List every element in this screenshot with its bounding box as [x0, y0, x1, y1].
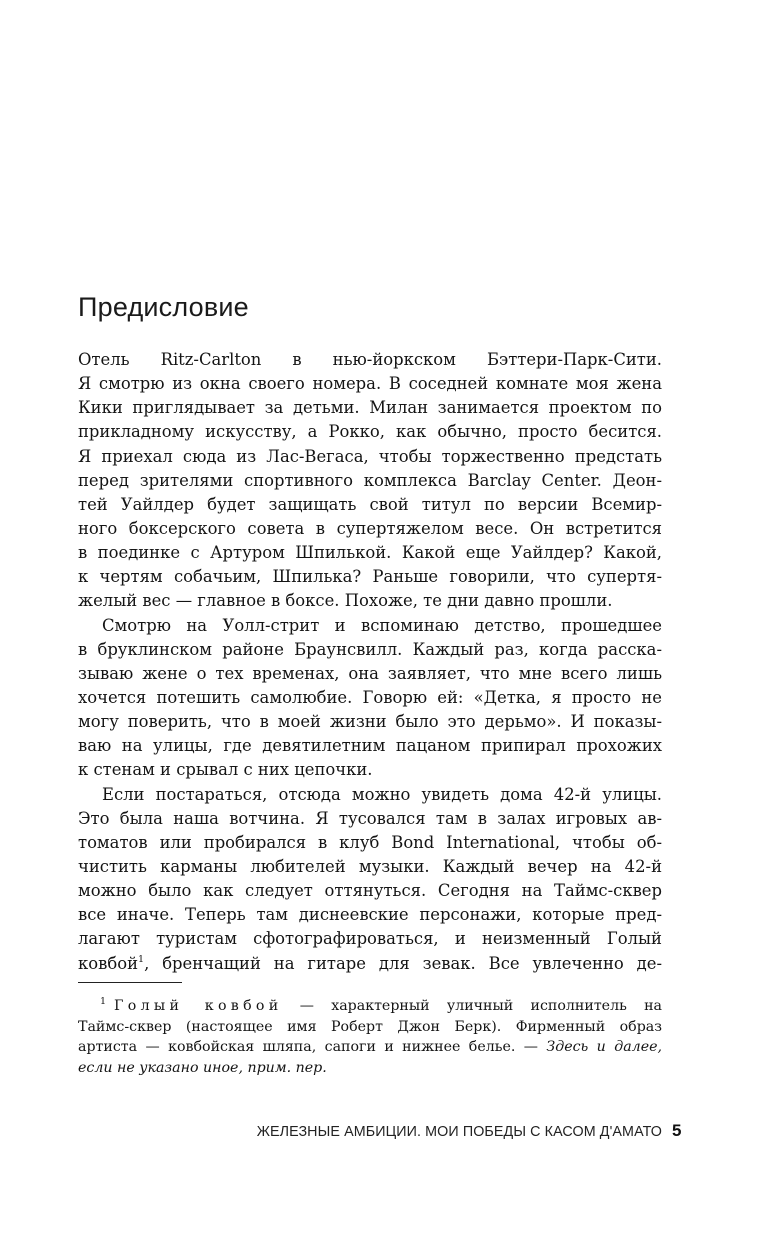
- text-line: ваю на улицы, где девятилетним пацаном припирал прохожих: [78, 736, 662, 756]
- text-line: чистить карманы любителей музыки. Каждый вечер на 42-й: [78, 856, 662, 876]
- footnote-line: [78, 1037, 662, 1058]
- text-line: Кики приглядывает за детьми. Милан занимается проектом по: [78, 398, 662, 418]
- running-footer-title: ЖЕЛЕЗНЫЕ АМБИЦИИ. МОИ ПОБЕДЫ С КАСОМ Д'АМАТО: [256, 1124, 662, 1140]
- text-line: тей Уайлдер будет защищать свой титул по версии Всемир-: [78, 494, 662, 514]
- text-line: Если постараться, отсюда можно увидеть дома 42-й улицы.: [102, 784, 662, 804]
- text-line: к стенам и срывал с них цепочки.: [78, 760, 373, 780]
- footnote-line: [78, 992, 662, 1017]
- text-line: в бруклинском районе Браунсвилл. Каждый раз, когда расска-: [78, 639, 662, 659]
- footnote: [78, 992, 662, 1078]
- footnote-line: Таймс-сквер (настоящее имя Роберт Джон Берк). Фирменный образ: [78, 1018, 662, 1035]
- paragraph-3: [78, 783, 662, 976]
- footnote-divider: [78, 982, 182, 983]
- footnote-text: — характерный уличный исполнитель на: [282, 998, 662, 1014]
- footnote-line: если не указано иное, прим. пер.: [78, 1059, 327, 1076]
- text-line: Отель Ritz-Carlton в нью-йоркском Бэттери-Парк-Сити.: [78, 350, 662, 369]
- chapter-title: Предисловие: [78, 292, 249, 322]
- text-line: перед зрителями спортивного комплекса Barclay Center. Деон-: [78, 470, 662, 490]
- footnote-marker: 1: [100, 996, 107, 1007]
- text-line: все иначе. Теперь там диснеевские персонажи, которые пред-: [78, 905, 662, 925]
- text-line: Я приехал сюда из Лас-Вегаса, чтобы торжественно предстать: [78, 446, 662, 466]
- text-line: Я смотрю из окна своего номера. В соседней комнате моя жена: [78, 374, 662, 394]
- footnote-term: Голый ковбой: [114, 998, 283, 1014]
- text-line: хочется потешить самолюбие. Говорю ей: «Детка, я просто не: [78, 687, 662, 707]
- text-line: могу поверить, что в моей жизни было это дерьмо». И показы-: [78, 712, 662, 732]
- text-line: в поединке с Артуром Шпилькой. Какой еще Уайлдер? Какой,: [78, 543, 662, 563]
- page-number: 5: [672, 1121, 682, 1140]
- text-line: ного боксерского совета в супертяжелом весе. Он встретится: [78, 518, 662, 538]
- text-line: Смотрю на Уолл-стрит и вспоминаю детство, прошедшее: [102, 615, 662, 635]
- paragraph-1: [78, 348, 662, 614]
- text-line: желый вес — главное в боксе. Похоже, те дни давно прошли.: [78, 591, 613, 611]
- paragraph-2: [78, 614, 662, 783]
- body-text: [78, 348, 662, 976]
- text-line: можно было как следует оттянуться. Сегодня на Таймс-сквер: [78, 881, 662, 901]
- text-line: зываю жене о тех временах, она заявляет, что мне всего лишь: [78, 663, 662, 683]
- text-line: лагают туристам сфотографироваться, и неизменный Голый: [78, 929, 662, 949]
- text-fragment: ковбой: [78, 953, 139, 973]
- footnote-italic-text: Здесь и далее,: [546, 1039, 662, 1055]
- footnote-reference[interactable]: 1: [138, 953, 145, 965]
- text-line: к чертям собачьим, Шпилька? Раньше говорили, что супертя-: [78, 567, 662, 587]
- text-fragment: , бренчащий на гитаре для зевак. Все увлеченно де-: [144, 953, 662, 973]
- text-line: Это была наша вотчина. Я тусовался там в залах игровых ав-: [78, 808, 662, 828]
- footnote-text: артиста — ковбойская шляпа, сапоги и нижнее белье. —: [78, 1039, 547, 1055]
- text-line: томатов или пробирался в клуб Bond International, чтобы об-: [78, 832, 662, 852]
- text-line-with-footnote-ref: [78, 952, 662, 976]
- text-line: прикладному искусству, а Рокко, как обычно, просто бесится.: [78, 422, 662, 442]
